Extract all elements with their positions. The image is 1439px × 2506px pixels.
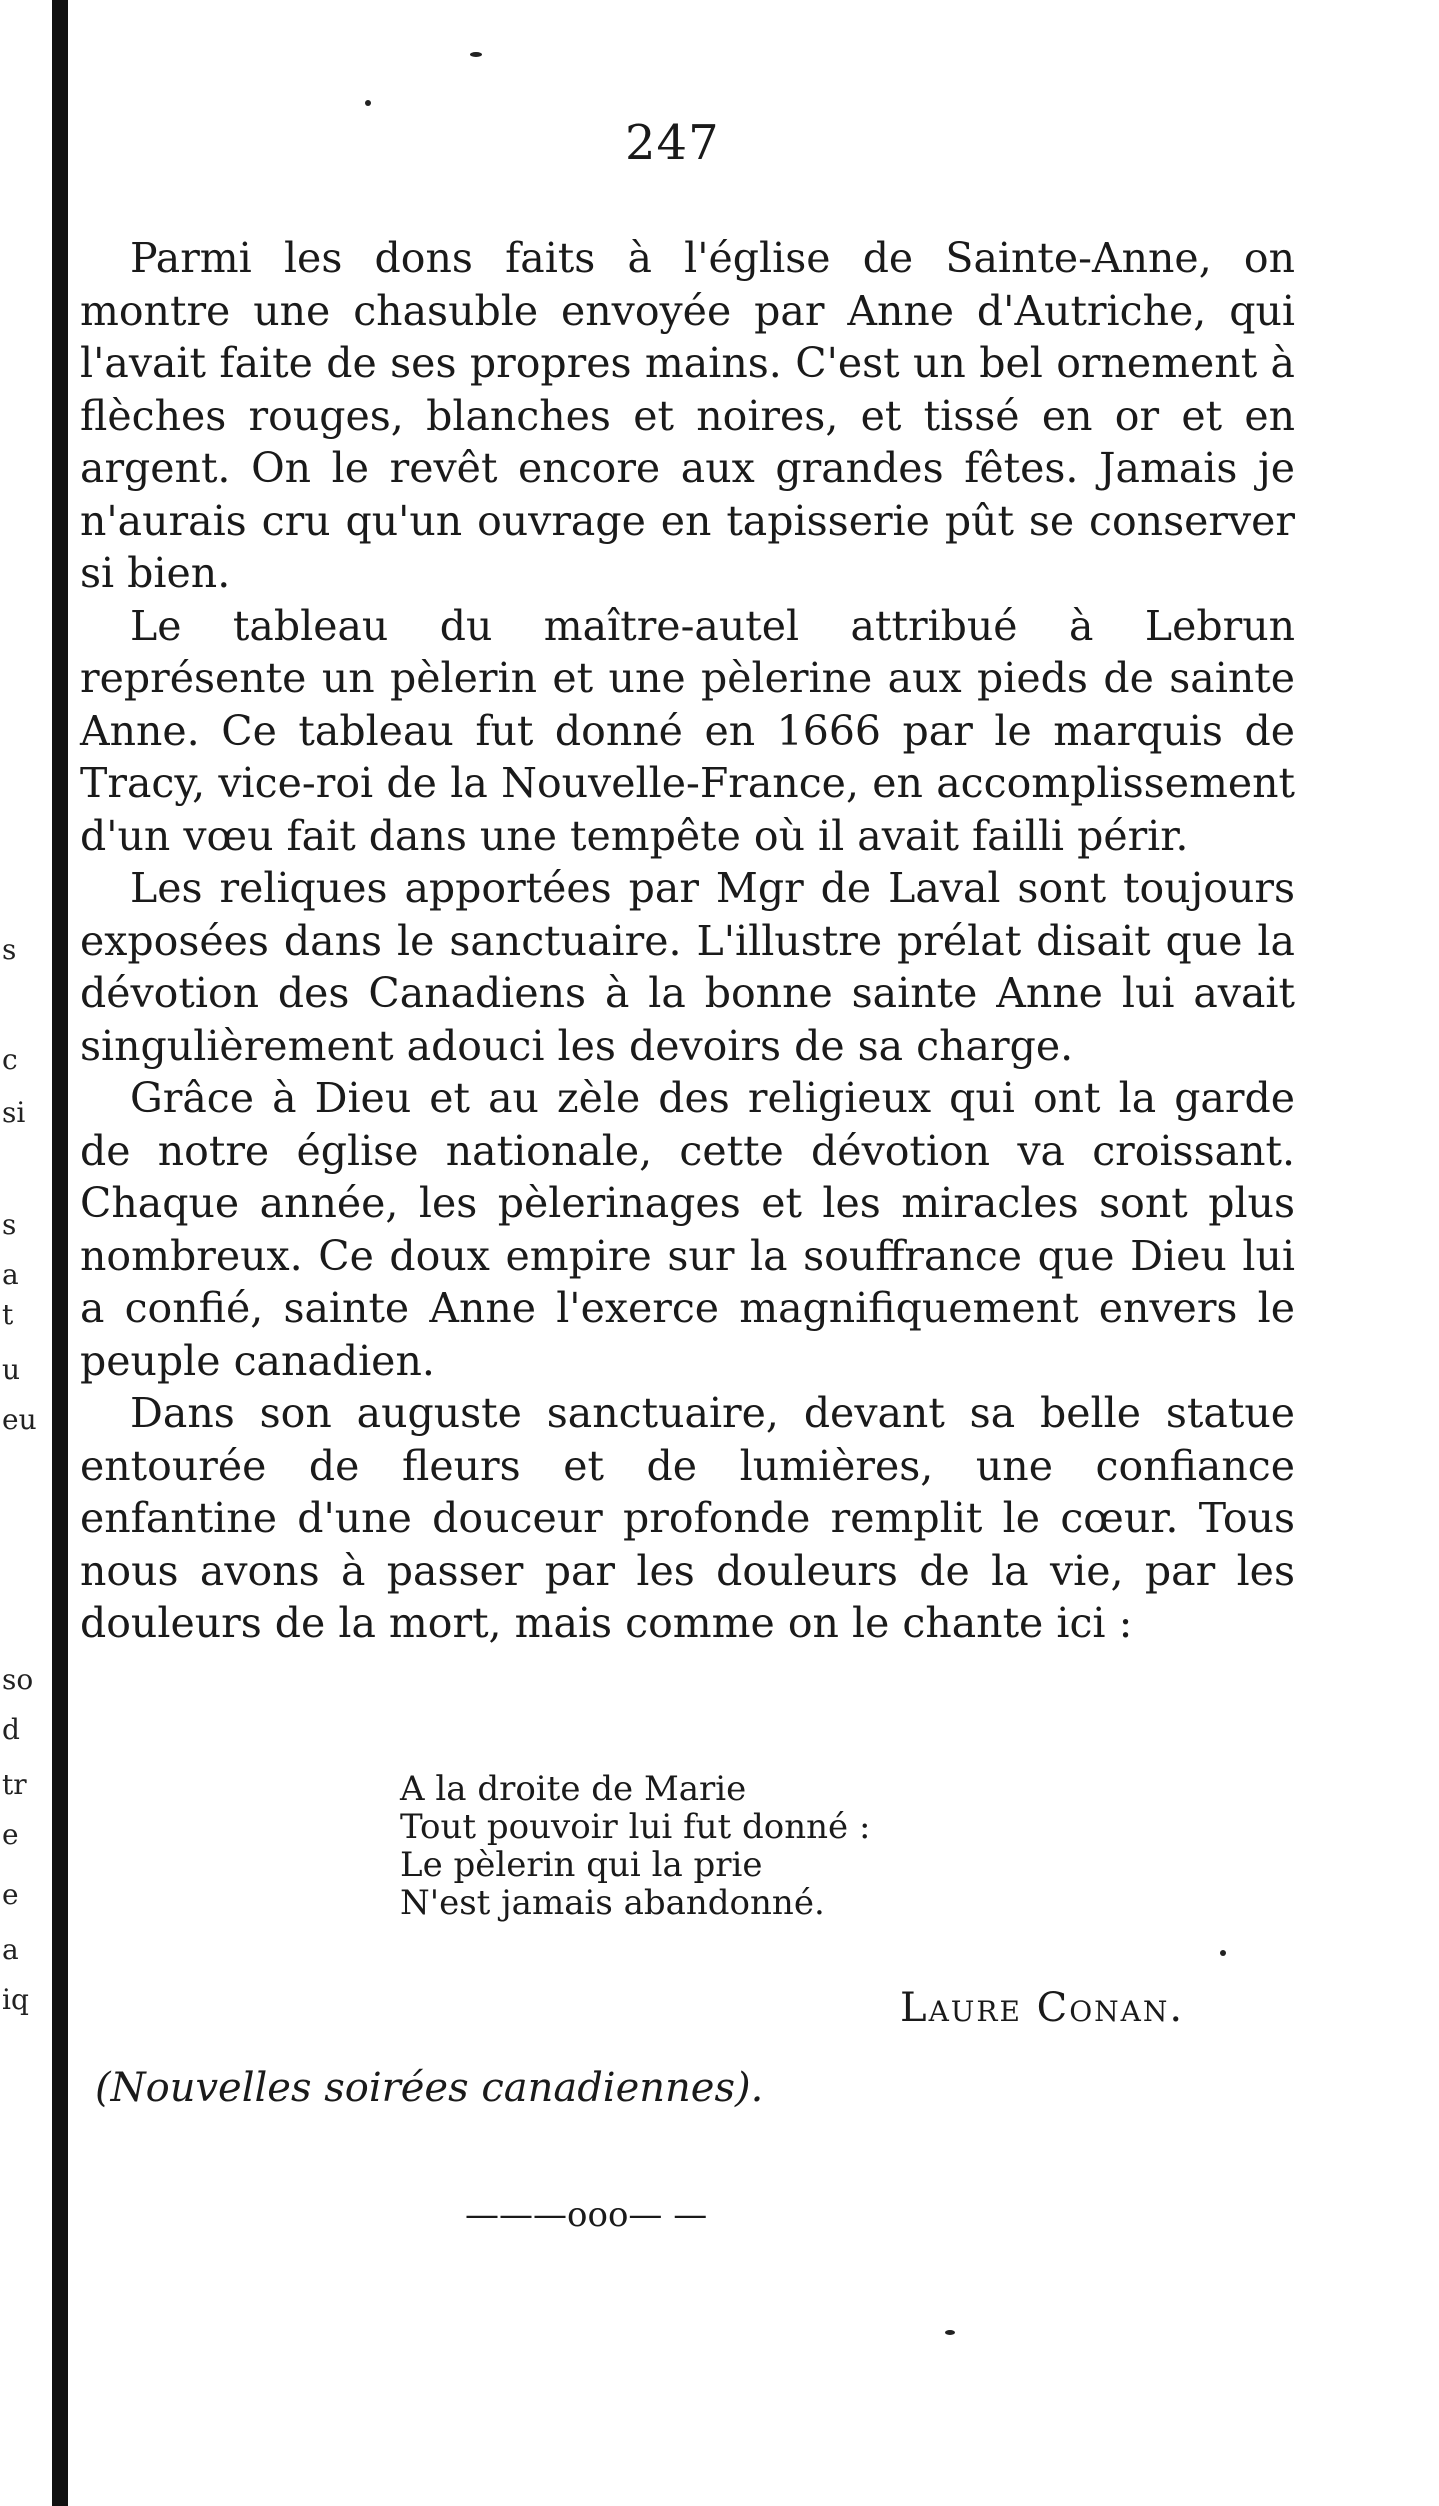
paragraph: Grâce à Dieu et au zèle des religieux qui ont la garde de notre église nationale, cette dévotion va croissant. Chaque année, les pèlerinages et les miracles sont plus nombreux. Ce doux empire sur la souffrance que Dieu lui a confié, sainte Anne l'exerce magnifiquement envers le peuple canadien.	[80, 1074, 1295, 1385]
margin-fragment: c	[2, 1043, 18, 1076]
paragraph: Le tableau du maître-autel attribué à Lebrun représente un pèlerin et une pèlerine aux pieds de sainte Anne. Ce tableau fut donné en 1666 par le marquis de Tracy, vice-roi de la Nouvelle-France, en accomplissement d'un vœu fait dans une tempête où il avait failli périr.	[80, 601, 1295, 860]
paragraph: Les reliques apportées par Mgr de Laval sont toujours exposées dans le sanctuaire. L'illustre prélat disait que la dévotion des Canadiens à la bonne sainte Anne lui avait singulièrement adouci les devoirs de sa charge.	[80, 864, 1295, 1070]
margin-fragment: e	[2, 1878, 19, 1911]
paragraph: Parmi les dons faits à l'église de Sainte-Anne, on montre une chasuble envoyée par Anne d'Autriche, qui l'avait faite de ses propres mains. C'est un bel ornement à flèches rouges, blanches et noires, et tissé en or et en argent. On le revêt encore aux grandes fêtes. Jamais je n'aurais cru qu'un ouvrage en tapisserie pût se conserver si bien.	[80, 234, 1295, 597]
poem-line: A la droite de Marie	[400, 1769, 747, 1809]
ink-speck	[470, 52, 482, 57]
margin-fragment: s	[2, 1208, 17, 1241]
margin-fragment: si	[2, 1096, 26, 1129]
margin-fragment: s	[2, 933, 17, 966]
margin-fragment: u	[2, 1353, 21, 1386]
binding-edge	[52, 0, 68, 2506]
poem-line: Tout pouvoir lui fut donné :	[400, 1807, 871, 1847]
poem-quote	[400, 1770, 870, 1922]
ink-speck	[945, 2330, 955, 2335]
margin-fragment: a	[2, 1933, 19, 1966]
margin-fragment: tr	[2, 1768, 27, 1801]
poem-line: Le pèlerin qui la prie	[400, 1845, 763, 1885]
page-number: 247	[625, 115, 720, 171]
poem-line: N'est jamais abandonné.	[400, 1883, 825, 1923]
source-citation: (Nouvelles soirées canadiennes).	[95, 2065, 764, 2111]
margin-fragment: eu	[2, 1403, 37, 1436]
margin-fragment: e	[2, 1818, 19, 1851]
margin-fragment: so	[2, 1663, 34, 1696]
author-signature: Laure Conan.	[900, 1985, 1185, 2031]
margin-fragment: iq	[2, 1983, 29, 2016]
ink-speck	[365, 100, 371, 106]
ink-speck	[1220, 1950, 1226, 1956]
body-text	[80, 232, 1295, 1650]
margin-fragment: t	[2, 1298, 14, 1331]
section-separator: ———ooo— —	[465, 2195, 708, 2235]
paragraph: Dans son auguste sanctuaire, devant sa belle statue entourée de fleurs et de lumières, une confiance enfantine d'une douceur profonde remplit le cœur. Tous nous avons à passer par les douleurs de la vie, par les douleurs de la mort, mais comme on le chante ici :	[80, 1389, 1295, 1647]
margin-fragment: d	[2, 1713, 20, 1746]
margin-fragment: a	[2, 1258, 19, 1291]
